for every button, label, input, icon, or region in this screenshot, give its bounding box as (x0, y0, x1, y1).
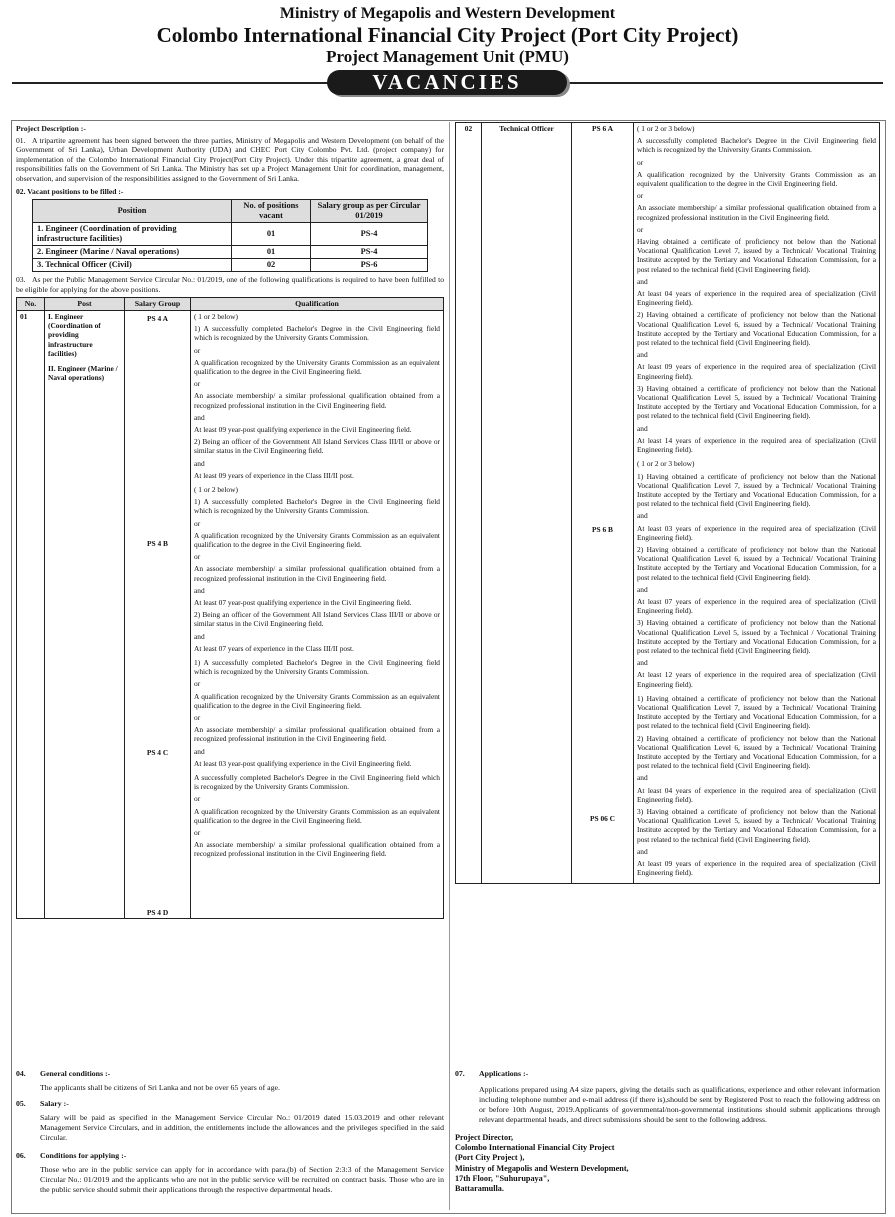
qualification-line: and (637, 584, 648, 594)
table-row (33, 259, 428, 272)
qualification-line: and (194, 458, 205, 468)
qualification-line: and (637, 423, 648, 433)
salary-group-label: PS 6 B (592, 525, 613, 535)
qualification-line: An associate membership/ a similar professional qualification obtained from a recognized professional institution in the Civil Engineering field. (194, 725, 440, 744)
column-header: Qualification (191, 298, 444, 311)
qualification-cell (191, 310, 444, 918)
qualification-line: and (194, 631, 205, 641)
applications-heading (455, 1069, 880, 1079)
table-row (456, 123, 880, 884)
conditions-heading (16, 1151, 444, 1161)
qualification-line: and (194, 585, 205, 595)
qualification-line: or (194, 679, 201, 689)
column-header: Salary group as per Circular 01/2019 (311, 200, 428, 223)
salary-section (16, 1099, 444, 1143)
qualification-block (194, 658, 440, 768)
column-header: Salary Group (125, 298, 191, 311)
qualification-line: and (637, 773, 648, 783)
salary-group-cell (572, 123, 634, 884)
general-heading (16, 1069, 444, 1079)
post-cell: Technical Officer (482, 123, 572, 884)
description-heading: Project Description :- (16, 124, 86, 133)
qualification-line: A qualification recognized by the University Grants Commission as an equivalent qualification to the degree in the Civil Engineering field. (194, 357, 440, 376)
qualification-line: and (637, 350, 648, 360)
vacancies-label: VACANCIES (327, 70, 567, 95)
row-number: 01 (17, 310, 45, 918)
section-number: 06. (16, 1151, 26, 1160)
qualification-line: A qualification recognized by the University Grants Commission as an equivalent qualification to the degree in the Civil Engineering field. (637, 169, 876, 189)
qualification-line: At least 14 years of experience in the required area of specialization (Civil Engineering field). (637, 435, 876, 455)
table-header-row (33, 200, 428, 223)
qualification-line: 3) Having obtained a certificate of proficiency not below than the National Vocational Qualification Level 5, issued by a Technical/ Vocational Training Institute accepted by the Tertiary and Vocational Education Commission, for a post related to the technical field (Civil Engineering field). (637, 807, 876, 844)
description-text: A tripartite agreement has been signed between the three parties, Ministry of Megapolis and Western Development (on behalf of the Government of Sri Lanka), Urban Development Authority (UDA) and CHEC Port City Colombo Pvt. Ltd. (project company) for implementation of the Colombo International Financial City Project(Port City Project). Under this tripartite agreement, a great deal of responsibilities falls on the Government of Sri Lanka. The Ministry has set up a Project Management Unit for coordination, management, observation, and supervision of the responsibilities assigned to the Government of Sri Lanka. (16, 135, 444, 183)
qualification-line: 1) A successfully completed Bachelor's Degree in the Civil Engineering field which is recognized by the University Grants Commission. (194, 497, 440, 516)
qualification-line: 2) Being an officer of the Government All Island Services Class III/II or above or similar status in the Civil Engineering field. (194, 437, 440, 456)
qualification-line: An associate membership/ a similar professional qualification obtained from a recognized professional institution in the Civil Engineering field. (194, 564, 440, 583)
qualification-cell (634, 123, 880, 884)
vacant-heading: 02. Vacant positions to be filled :- (16, 186, 124, 196)
qualification-line: and (637, 276, 648, 286)
qualification-line: and (194, 412, 205, 422)
qualification-line: ( 1 or 2 below) (194, 484, 238, 494)
qualification-line: At least 09 years of experience in the Class III/II post. (194, 470, 354, 480)
conditions-section (16, 1151, 444, 1195)
row-number: 02 (456, 123, 482, 884)
vacancies-banner (0, 70, 895, 96)
section-number: 04. (16, 1069, 26, 1078)
qualification-line: or (637, 224, 644, 234)
qualification-line: A qualification recognized by the University Grants Commission as an equivalent qualification to the degree in the Civil Engineering field. (194, 806, 440, 825)
qualification-line: 2) Having obtained a certificate of proficiency not below than the National Vocational Qualification Level 6, issued by a Technical/ Vocational Training Institute accepted by the Tertiary and Vocational Education Commission, for a post related to the technical field (Civil Engineering field). (637, 544, 876, 582)
column-header: No. of positions vacant (232, 200, 311, 223)
qualification-line: At least 04 years of experience in the required area of specialization (Civil Engineering field). (637, 289, 876, 308)
right-column (455, 122, 880, 884)
applications-text: Applications prepared using A4 size papers, giving the details such as qualifications, experience and other relevant information including telephone number and e-mail address (if there is),should be sent by Registered Post to reach the following address on or before 10th August, 2019.Applicants of governmental/non-governmental institutions should submit applications through relevant departmental heads, and direct submissions should be sent to the following address. (479, 1085, 880, 1124)
qualification-line: At least 12 years of experience in the required area of specialization (Civil Engineering field). (637, 670, 876, 689)
post-engineer-infrastructure: I. Engineer (Coordination of providing infrastructure facilities) (48, 311, 101, 358)
address-line: Battaramulla. (455, 1184, 504, 1194)
table-row (17, 310, 444, 918)
technical-officer-table (455, 122, 880, 884)
qualification-line: 1) Having obtained a certificate of proficiency not below than the National Vocational Qualification Level 7, issued by a Technical/ Vocational Training Institute accepted by the Tertiary and Vocational Education Commission, for a post related to the technical field (Civil Engineering field). (637, 471, 876, 509)
qualification-line: or (194, 518, 201, 528)
qualification-line: At least 07 year-post qualifying experience in the Civil Engineering field. (194, 598, 412, 608)
ministry-title: Ministry of Megapolis and Western Development (279, 5, 616, 22)
salary-text: Salary will be paid as specified in the Management Service Circular No.: 01/2019 dated 15.03.2019 and other relevant Management Service Circulars, and in addition, the entitlements include the allowances and the privileges specified in the said Circular. (40, 1113, 444, 1142)
general-section (16, 1069, 444, 1093)
qualification-line: At least 07 years of experience in the Class III/II post. (194, 643, 354, 653)
qualification-line: or (194, 828, 201, 838)
qualification-line: At least 04 years of experience in the required area of specialization (Civil Engineering field). (637, 785, 876, 804)
position-cell: 3. Technical Officer (Civil) (33, 259, 232, 272)
qualification-line: ( 1 or 2 below) (194, 311, 238, 321)
qualification-line: and (637, 658, 648, 668)
address-line: Project Director, (455, 1133, 514, 1142)
qualification-line: At least 09 year-post qualifying experience in the Civil Engineering field. (194, 424, 412, 434)
postal-address (455, 1133, 880, 1194)
count-cell: 02 (232, 259, 311, 272)
salary-group-cell (125, 310, 191, 918)
section-number: 03. (16, 275, 26, 285)
qualification-block (637, 694, 876, 878)
column-header: Post (45, 298, 125, 311)
salary-group-label: PS 4 C (146, 748, 169, 758)
qualification-line: 1) A successfully completed Bachelor's Degree in the Civil Engineering field which is recognized by the University Grants Commission. (194, 658, 440, 677)
position-cell: 2. Engineer (Marine / Naval operations) (33, 246, 232, 259)
conditions-title: Conditions for applying :- (40, 1151, 127, 1160)
qualification-line: and (637, 846, 648, 856)
conditions-text: Those who are in the public service can apply for in accordance with para.(b) of Section 2:3:3 of the Management Service Circular No.: 01/2019 and the applicants who are not in the public service will be recruited on contract basis. Those who are in the public service should submit their applications through the respective departmental heads. (40, 1165, 444, 1194)
qualification-line: or (194, 552, 201, 562)
count-cell: 01 (232, 246, 311, 259)
qualification-line: A successfully completed Bachelor's Degree in the Civil Engineering field which is recognized by the University Grants Commission. (194, 773, 440, 792)
qualification-block (637, 459, 876, 688)
left-column (16, 122, 444, 919)
qualification-line: A qualification recognized by the University Grants Commission as an equivalent qualification to the degree in the Civil Engineering field. (194, 530, 440, 549)
general-title: General conditions :- (40, 1069, 111, 1078)
qualification-line: ( 1 or 2 or 3 below) (637, 459, 695, 469)
group-cell: PS-4 (311, 246, 428, 259)
qualification-line: or (637, 191, 644, 201)
general-text: The applicants shall be citizens of Sri Lanka and not be over 65 years of age. (40, 1083, 280, 1092)
project-title: Colombo International Financial City Project (Port City Project) (156, 23, 739, 47)
column-divider (449, 122, 450, 1210)
table-row (33, 223, 428, 246)
salary-group-label: PS 06 C (589, 814, 616, 824)
page-header (0, 5, 895, 96)
qualification-line: and (637, 511, 648, 521)
salary-group-label: PS 4 B (147, 539, 168, 549)
post-cell (45, 310, 125, 918)
qualification-line: or (194, 345, 201, 355)
qualification-line: 3) Having obtained a certificate of proficiency not below than the National Vocational Qualification Level 5, issued by a Technical/ Vocational Training Institute accepted by the Tertiary and Vocational Education Commission, for a post related to the technical field (Civil Engineering field). (637, 383, 876, 421)
section-number: 01. (16, 135, 26, 145)
qualification-line: A qualification recognized by the University Grants Commission as an equivalent qualification to the degree in the Civil Engineering field. (194, 691, 440, 710)
qualification-line: At least 09 years of experience in the required area of specialization (Civil Engineering field). (637, 362, 876, 381)
address-line: 17th Floor, "Suhurupaya", (455, 1173, 550, 1183)
address-line: (Port City Project ), (455, 1153, 525, 1163)
count-cell: 01 (232, 223, 311, 246)
address-line: Colombo International Financial City Project (455, 1143, 615, 1153)
salary-title: Salary :- (40, 1099, 69, 1108)
section-number: 07. (455, 1069, 465, 1078)
qualification-line: 3) Having obtained a certificate of proficiency not below than the National Vocational Qualification Level 5, issued by a Technical / Vocational Training Institute accepted by the Tertiary and Vocational Education Commission, for a post related to the technical field (Civil Engineering field). (637, 618, 876, 655)
qualification-line: 1) A successfully completed Bachelor's Degree in the Civil Engineering field which is recognized by the University Grants Commission. (194, 324, 440, 343)
qualification-line: A successfully completed Bachelor's Degree in the Civil Engineering field which is recognized by the University Grants Commission. (637, 136, 876, 155)
qualification-line: or (194, 794, 201, 804)
qualification-line: An associate membership/ a similar professional qualification obtained from a recognized professional institution in the Civil Engineering field. (637, 203, 876, 222)
post-engineer-marine: II. Engineer (Marine / Naval operations) (48, 363, 118, 383)
description-paragraph (16, 136, 444, 184)
group-cell: PS-4 (311, 223, 428, 246)
applications-section (455, 1069, 880, 1194)
circular-paragraph (16, 275, 444, 294)
qualification-line: 2) Having obtained a certificate of proficiency not below than the National Vocational Qualification Level 6, issued by a Technical/ Vocational Training Institute accepted by the Tertiary and Vocational Education Commission, for a post related to the technical field (Civil Engineering field). (637, 733, 876, 771)
qualification-line: or (637, 157, 644, 167)
group-cell: PS-6 (311, 259, 428, 272)
qualification-line: An associate membership/ a similar professional qualification obtained from a recognized professional institution in the Civil Engineering field. (194, 840, 440, 859)
circular-text: As per the Public Management Service Circular No.: 01/2019, one of the following qualifications is required to have been fulfilled to be eligible for applying for the above positions. (16, 275, 444, 294)
column-header: Position (33, 200, 232, 223)
salary-group-label: PS 4 A (147, 313, 168, 323)
qualification-block (194, 485, 440, 653)
qualification-line: At least 07 years of experience in the required area of specialization (Civil Engineering field). (637, 596, 876, 616)
salary-heading (16, 1099, 444, 1109)
position-cell: 1. Engineer (Coordination of providing infrastructure facilities) (33, 223, 232, 246)
salary-group-label: PS 4 D (146, 907, 169, 917)
qualification-table (16, 297, 444, 918)
qualification-line: At least 09 years of experience in the required area of specialization (Civil Engineering field). (637, 859, 876, 878)
address-line: Ministry of Megapolis and Western Development, (455, 1163, 629, 1173)
qualification-line: 2) Being an officer of the Government All Island Services Class III/II or above or similar status in the Civil Engineering field. (194, 610, 440, 629)
qualification-line: ( 1 or 2 or 3 below) (637, 124, 695, 133)
qualification-line: At least 03 years of experience in the required area of specialization (Civil Engineering field). (637, 523, 876, 542)
salary-group-label: PS 6 A (592, 124, 613, 133)
qualification-line: and (194, 746, 205, 756)
qualification-line: or (194, 379, 201, 389)
qualification-line: or (194, 713, 201, 723)
unit-title: Project Management Unit (PMU) (326, 47, 569, 66)
qualification-line: Having obtained a certificate of proficiency not below than the National Vocational Qualification Level 7, issued by a Technical/ Vocational Training Institute accepted by the Tertiary and Vocational Education Commission, for a post related to the technical field (Civil Engineering field). (637, 237, 876, 274)
qualification-block (194, 312, 440, 480)
section-number: 05. (16, 1099, 26, 1108)
table-row (33, 246, 428, 259)
qualification-block (194, 773, 440, 859)
qualification-line: At least 03 year-post qualifying experience in the Civil Engineering field. (194, 758, 412, 768)
vacant-positions-table (32, 199, 428, 272)
qualification-line: 1) Having obtained a certificate of proficiency not below than the National Vocational Qualification Level 7, issued by a Technical/ Vocational Training Institute accepted by the Tertiary and Vocational Education Commission, for a post related to the technical field (Civil Engineering field). (637, 693, 876, 731)
qualification-line: An associate membership/ a similar professional qualification obtained from a recognized professional institution in the Civil Engineering field. (194, 391, 440, 410)
qualification-line: 2) Having obtained a certificate of proficiency not below than the National Vocational Qualification Level 6, issued by a Technical/ Vocational Training Institute accepted by the Tertiary and Vocational Education Commission, for a post related to the technical field (Civil Engineering field). (637, 310, 876, 348)
table-header-row (17, 298, 444, 311)
applications-title: Applications :- (479, 1069, 529, 1078)
qualification-block (637, 124, 876, 454)
column-header: No. (17, 298, 45, 311)
